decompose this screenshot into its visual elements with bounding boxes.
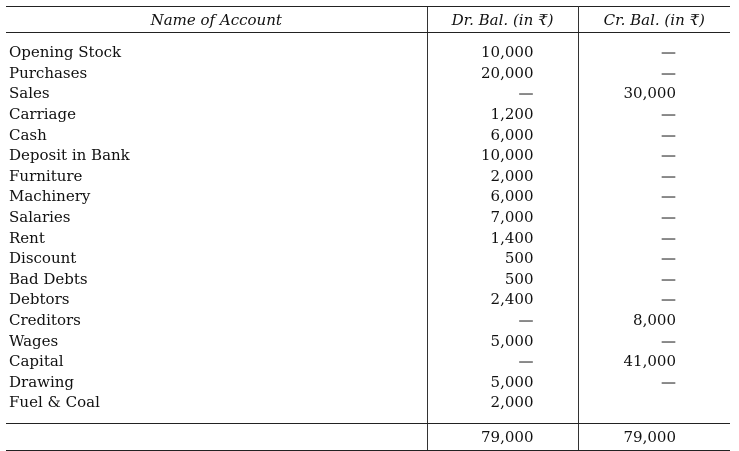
- credit-balance: —: [661, 187, 676, 206]
- debit-balance: —: [427, 83, 578, 104]
- account-name: Fuel & Coal: [9, 393, 100, 412]
- debit-balance: 1,200: [427, 104, 578, 125]
- account-name: Purchases: [9, 63, 88, 82]
- account-name: Sales: [9, 84, 50, 103]
- total-debit: 79,000: [427, 423, 578, 450]
- header-row: [6, 7, 730, 33]
- account-name: Drawing: [9, 372, 75, 391]
- debit-balance: 20,000: [427, 63, 578, 84]
- credit-balance: —: [661, 228, 676, 247]
- table-row: [6, 248, 730, 269]
- spacer-cell: [578, 413, 730, 424]
- header-credit-balance: Cr. Bal. (in ₹): [578, 7, 730, 33]
- credit-balance: [578, 392, 730, 413]
- credit-balance: —: [661, 208, 676, 227]
- table-row: [6, 392, 730, 413]
- debit-balance: 5,000: [427, 372, 578, 393]
- account-rows: [6, 33, 730, 424]
- trial-balance: [6, 6, 730, 446]
- table-row: [6, 310, 730, 331]
- totals-row: [6, 423, 730, 450]
- account-name: Wages: [9, 331, 59, 350]
- table-row: [6, 227, 730, 248]
- credit-balance: —: [661, 269, 676, 288]
- table-row: [6, 372, 730, 393]
- credit-balance: 8,000: [633, 311, 676, 330]
- table-row: [6, 289, 730, 310]
- credit-balance: —: [661, 331, 676, 350]
- debit-balance: 7,000: [427, 207, 578, 228]
- total-credit: 79,000: [578, 423, 730, 450]
- account-name: Cash: [9, 125, 47, 144]
- table-row: [6, 166, 730, 187]
- debit-balance: 2,400: [427, 289, 578, 310]
- credit-balance: 30,000: [623, 84, 676, 103]
- table-body-end: [6, 413, 730, 424]
- table-row: [6, 330, 730, 351]
- spacer-cell: [6, 413, 427, 424]
- debit-balance: 500: [427, 269, 578, 290]
- credit-balance: —: [661, 63, 676, 82]
- trial-balance-table: [6, 6, 730, 451]
- debit-balance: —: [427, 351, 578, 372]
- account-name: Capital: [9, 352, 64, 371]
- credit-balance: —: [661, 249, 676, 268]
- credit-balance: 41,000: [623, 352, 676, 371]
- header-debit-balance: Dr. Bal. (in ₹): [427, 7, 578, 33]
- debit-balance: 2,000: [427, 392, 578, 413]
- account-name: Furniture: [9, 166, 83, 185]
- credit-balance: —: [661, 290, 676, 309]
- table-row: [6, 145, 730, 166]
- table-row: [6, 124, 730, 145]
- table-row: [6, 104, 730, 125]
- header-name-of-account: Name of Account: [6, 7, 427, 33]
- account-name: Bad Debts: [9, 269, 88, 288]
- account-name: Discount: [9, 249, 77, 268]
- credit-balance: —: [661, 105, 676, 124]
- totals-label: [6, 423, 427, 450]
- table-row: [6, 83, 730, 104]
- debit-balance: 10,000: [427, 145, 578, 166]
- debit-balance: 5,000: [427, 330, 578, 351]
- account-name: Salaries: [9, 208, 71, 227]
- table-row: [6, 351, 730, 372]
- table-row: [6, 63, 730, 84]
- debit-balance: —: [427, 310, 578, 331]
- credit-balance: —: [661, 166, 676, 185]
- credit-balance: —: [661, 146, 676, 165]
- table-row: [6, 33, 730, 63]
- account-name: Opening Stock: [9, 43, 122, 62]
- credit-balance: —: [661, 125, 676, 144]
- debit-balance: 2,000: [427, 166, 578, 187]
- debit-balance: 1,400: [427, 227, 578, 248]
- account-name: Carriage: [9, 105, 76, 124]
- debit-balance: 6,000: [427, 124, 578, 145]
- account-name: Debtors: [9, 290, 70, 309]
- spacer-cell: [427, 413, 578, 424]
- credit-balance: —: [661, 372, 676, 391]
- table-row: [6, 186, 730, 207]
- table-row: [6, 269, 730, 290]
- debit-balance: 10,000: [427, 33, 578, 63]
- account-name: Rent: [9, 228, 45, 247]
- credit-balance: —: [661, 43, 676, 62]
- debit-balance: 500: [427, 248, 578, 269]
- table-row: [6, 207, 730, 228]
- account-name: Deposit in Bank: [9, 146, 130, 165]
- debit-balance: 6,000: [427, 186, 578, 207]
- account-name: Machinery: [9, 187, 91, 206]
- account-name: Creditors: [9, 311, 81, 330]
